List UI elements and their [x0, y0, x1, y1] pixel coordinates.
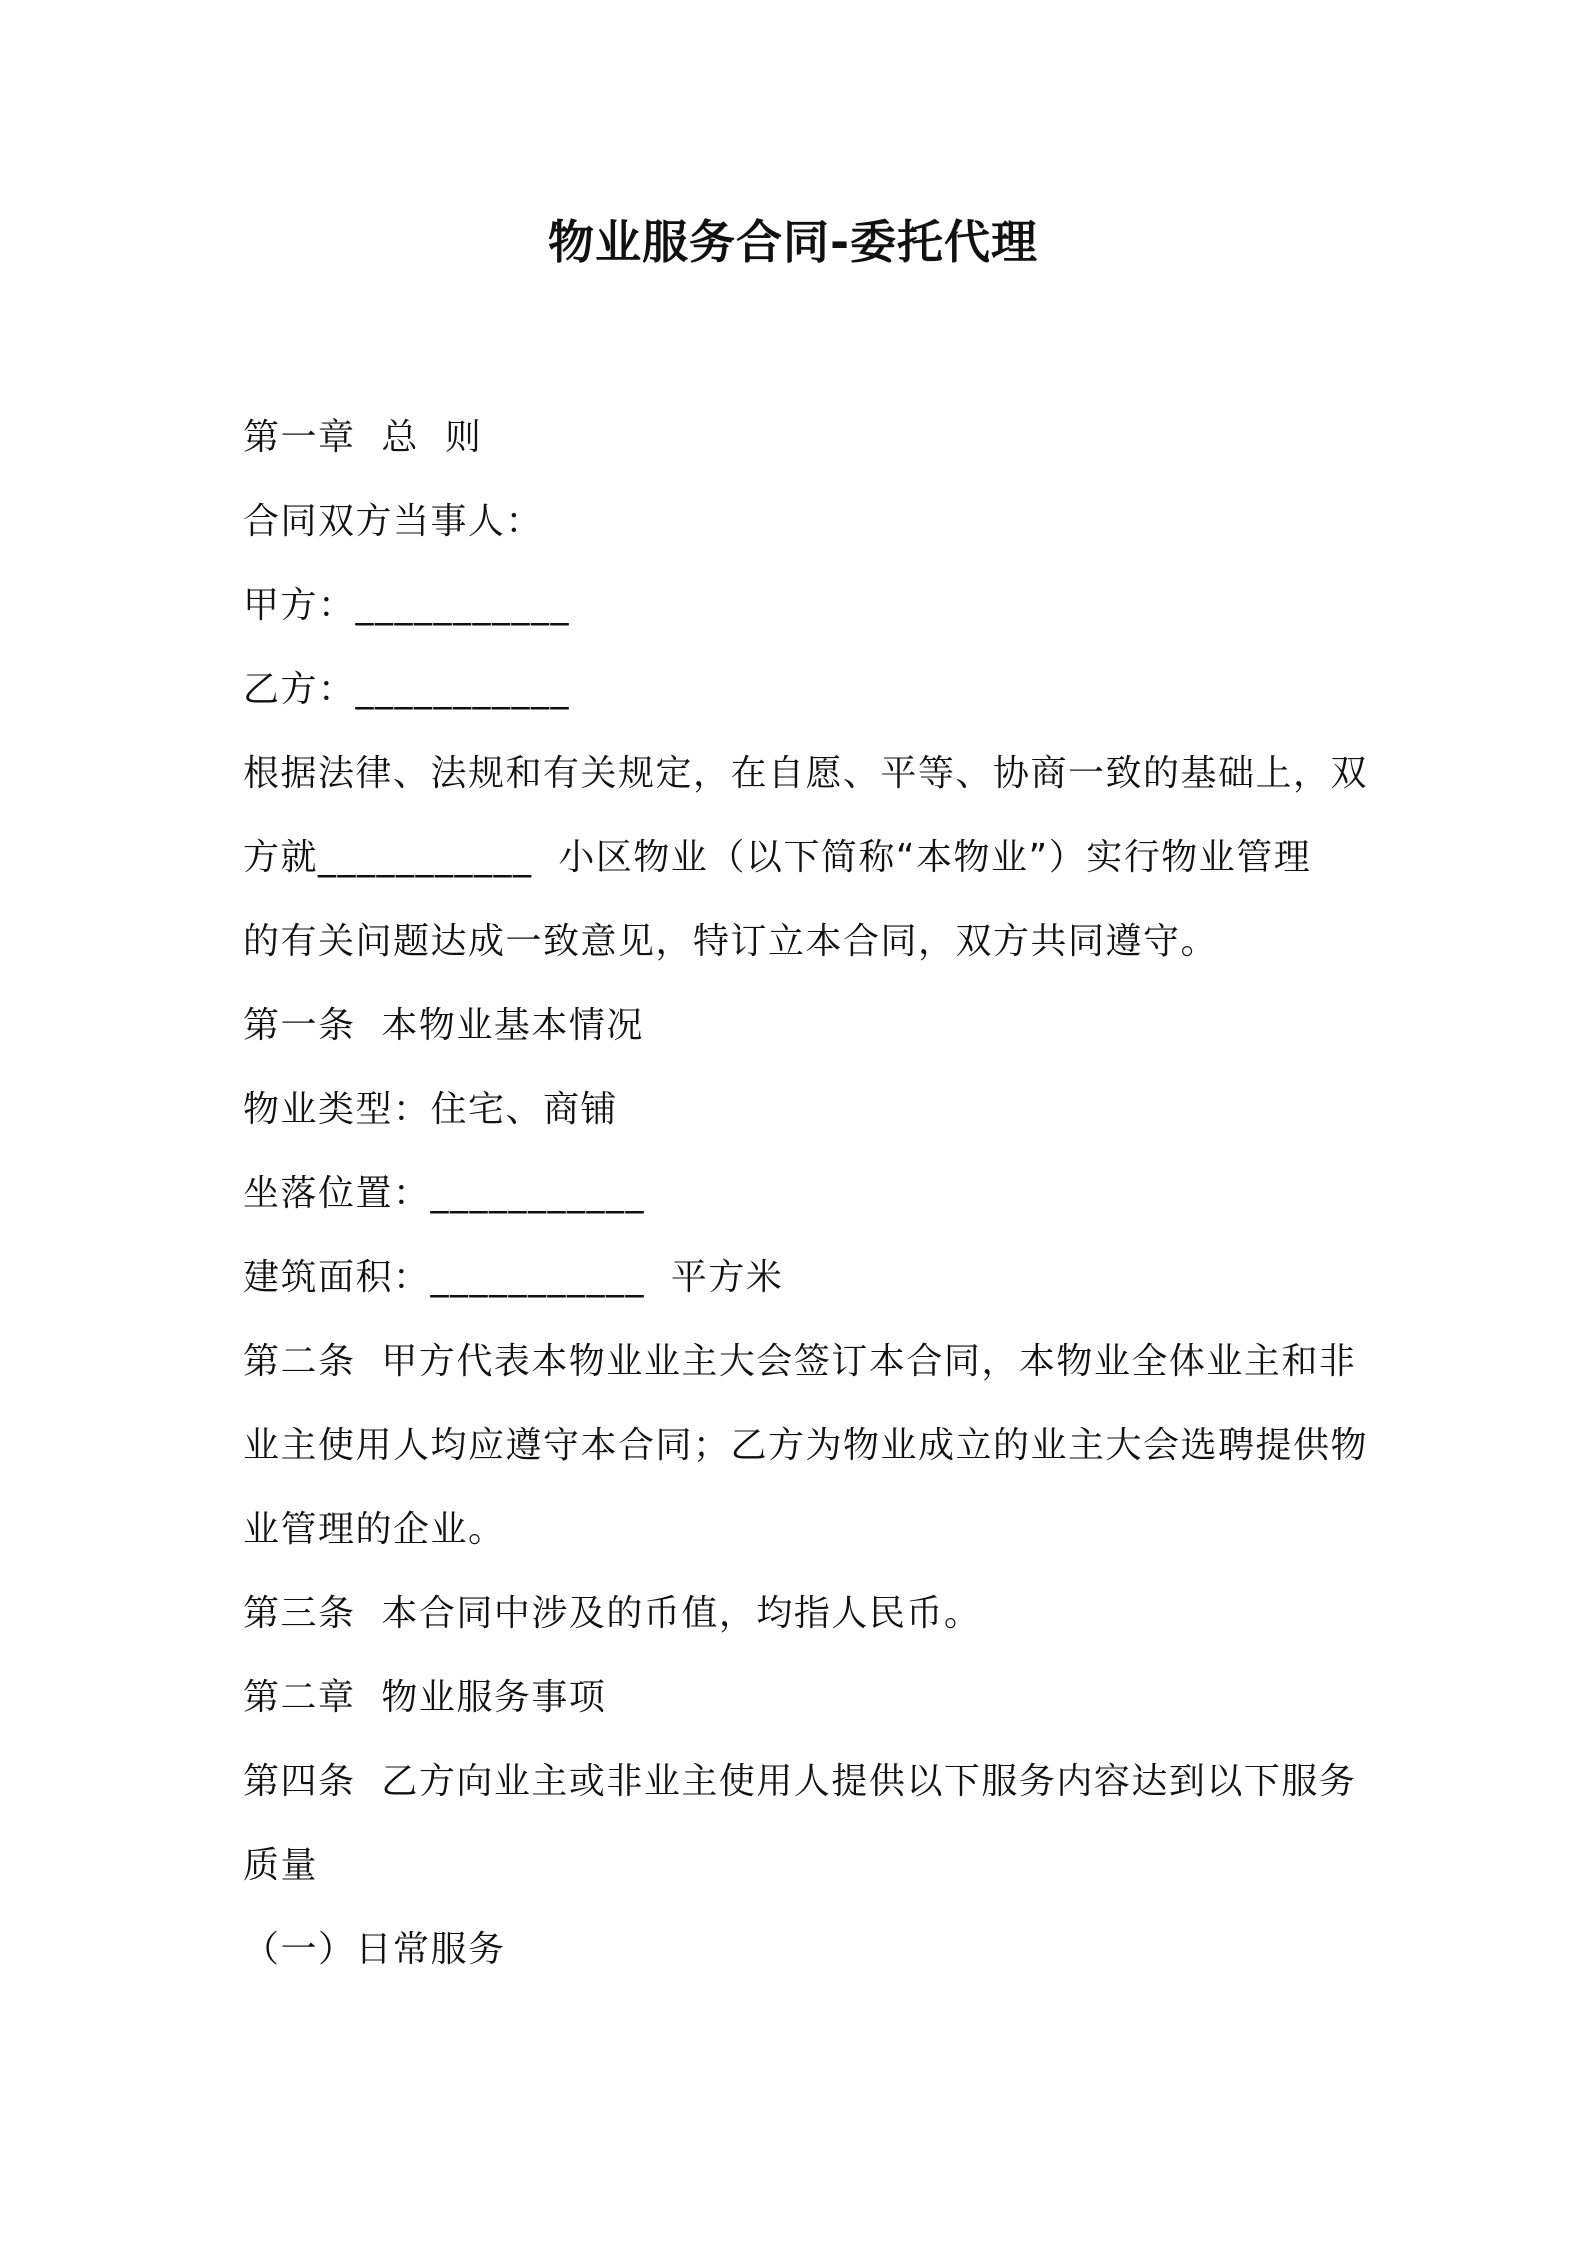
- parties-heading: 合同双方当事人：: [243, 501, 544, 542]
- document-title: 物业服务合同-委托代理: [547, 215, 1039, 269]
- location-line: 坐落位置：___________: [243, 1173, 646, 1214]
- party-b-line: 乙方：___________: [243, 669, 571, 710]
- property-type-line: 物业类型：住宅、商铺: [243, 1089, 619, 1130]
- paragraph-line: 的有关问题达成一致意见，特订立本合同，双方共同遵守。: [243, 921, 1219, 962]
- article-heading: 第一条 本物业基本情况: [243, 1005, 644, 1046]
- article-line: 质量: [243, 1845, 319, 1886]
- floor-area-line: 建筑面积：___________ 平方米: [243, 1257, 784, 1298]
- chapter-heading: 第二章 物业服务事项: [243, 1677, 607, 1718]
- paragraph-line: 根据法律、法规和有关规定，在自愿、平等、协商一致的基础上，双: [243, 753, 1369, 794]
- article-line: 业主使用人均应遵守本合同；乙方为物业成立的业主大会选聘提供物: [243, 1425, 1369, 1466]
- paragraph-line: 方就___________ 小区物业（以下简称“本物业”）实行物业管理: [243, 837, 1312, 878]
- party-a-line: 甲方：___________: [243, 585, 571, 626]
- article-line: 第二条 甲方代表本物业业主大会签订本合同，本物业全体业主和非: [243, 1341, 1357, 1382]
- section-heading: （一）日常服务: [243, 1929, 506, 1970]
- article-line: 第三条 本合同中涉及的币值，均指人民币。: [243, 1593, 982, 1634]
- chapter-heading: 第一章 总 则: [243, 417, 483, 458]
- article-line: 业管理的企业。: [243, 1509, 506, 1550]
- article-line: 第四条 乙方向业主或非业主使用人提供以下服务内容达到以下服务: [243, 1761, 1357, 1802]
